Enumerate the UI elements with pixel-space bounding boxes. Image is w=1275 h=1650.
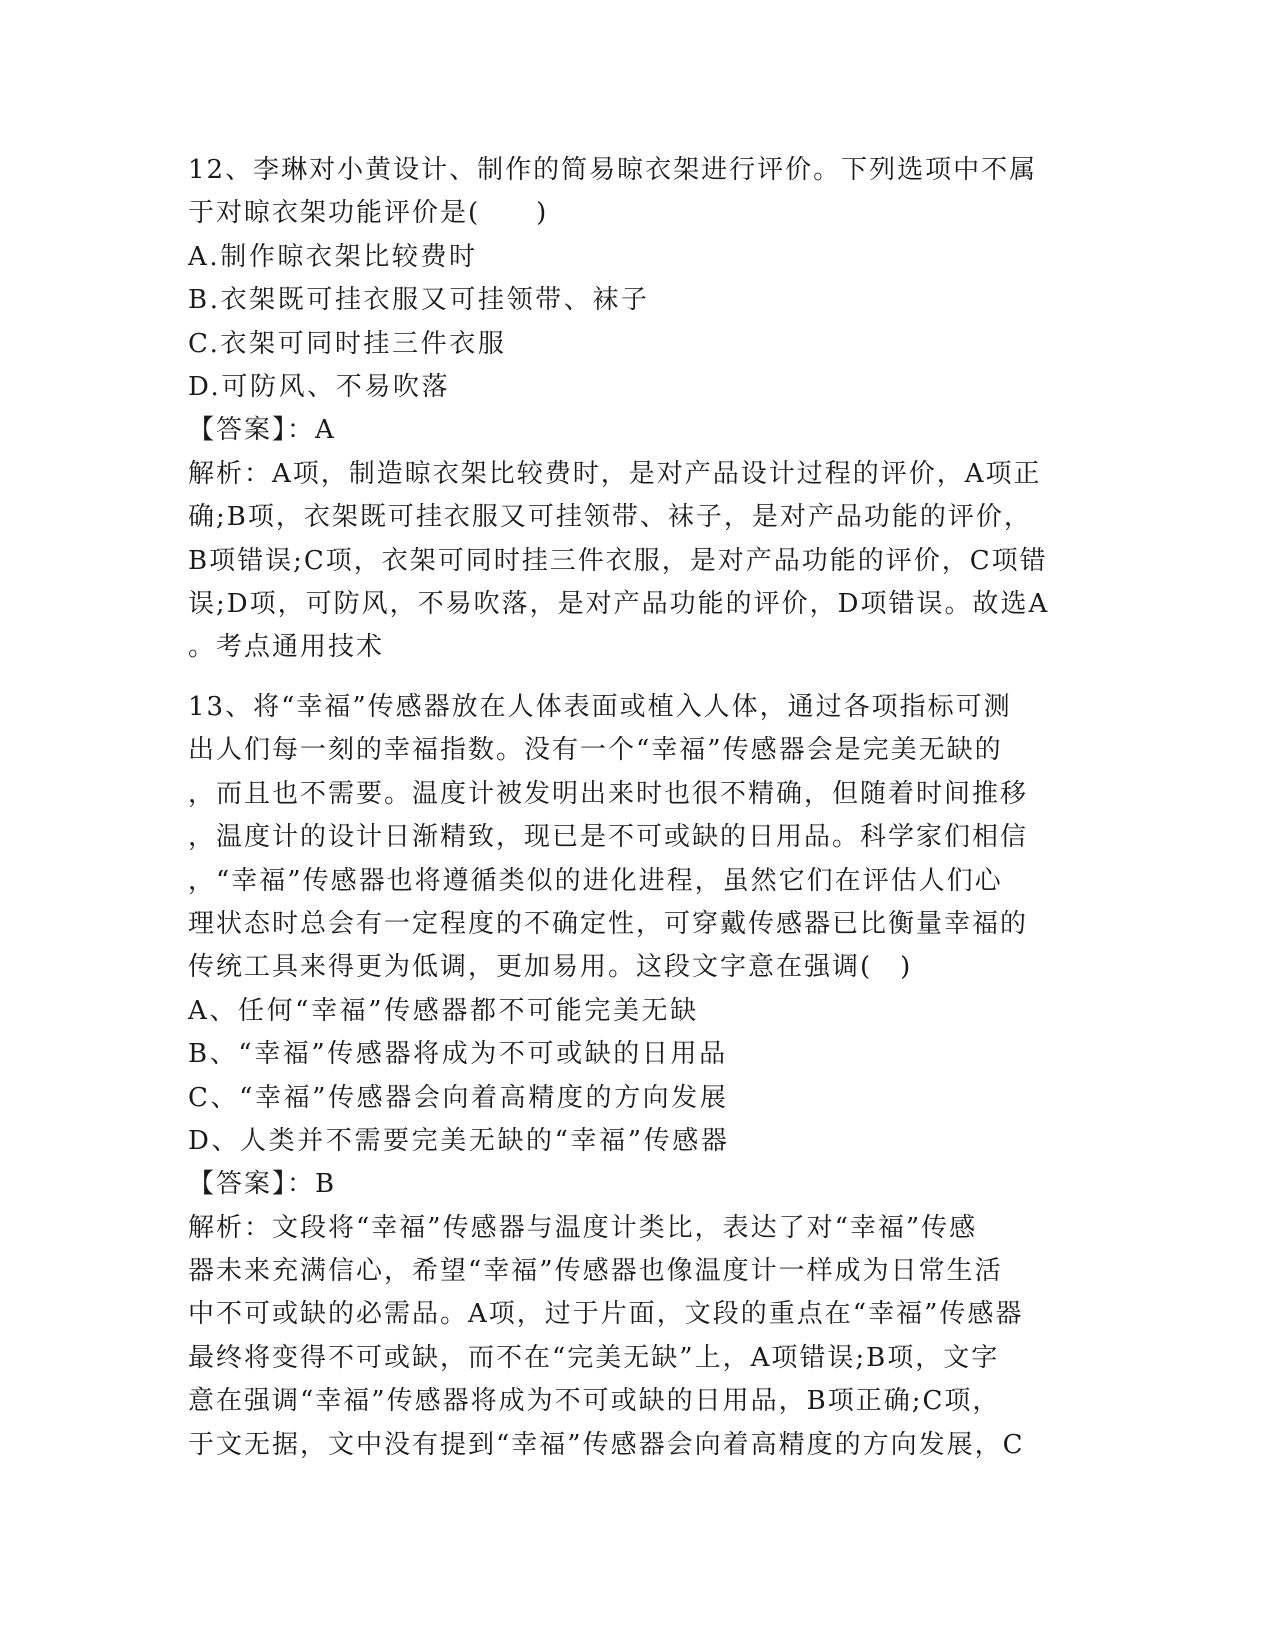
option-a: A、任何“幸福”传感器都不可能完美无缺 <box>188 995 699 1026</box>
option-d: D、人类并不需要完美无缺的“幸福”传感器 <box>188 1125 730 1156</box>
question-stem-line: ，温度计的设计日渐精致，现已是不可或缺的日用品。科学家们相信 <box>188 822 1029 853</box>
analysis-line: 确;B项，衣架既可挂衣服又可挂领带、袜子，是对产品功能的评价， <box>188 502 1032 533</box>
question-12 <box>188 149 1088 670</box>
option-c: C、“幸福”传感器会向着高精度的方向发展 <box>188 1082 729 1113</box>
option-a: A.制作晾衣架比较费时 <box>188 241 478 272</box>
analysis-line: 误;D项，可防风，不易吹落，是对产品功能的评价，D项错误。故选A <box>188 588 1050 619</box>
analysis-line: 。考点通用技术 <box>188 632 385 663</box>
question-stem-line: 传统工具来得更为低调，更加易用。这段文字意在强调( ) <box>188 952 913 983</box>
question-stem-line: 出人们每一刻的幸福指数。没有一个“幸福”传感器会是完美无缺的 <box>188 735 1003 766</box>
analysis-line: 解析：文段将“幸福”传感器与温度计类比，表达了对“幸福”传感 <box>188 1212 978 1243</box>
answer-line: 【答案】：B <box>188 1169 337 1200</box>
answer-line: 【答案】：A <box>188 415 336 446</box>
question-stem-line: ，“幸福”传感器也将遵循类似的进化进程，虽然它们在评估人们心 <box>188 865 1003 896</box>
analysis-line: 器未来充满信心，希望“幸福”传感器也像温度计一样成为日常生活 <box>188 1256 1003 1287</box>
option-b: B.衣架既可挂衣服又可挂领带、袜子 <box>188 285 650 316</box>
option-c: C.衣架可同时挂三件衣服 <box>188 328 507 359</box>
question-stem-line: 于对晾衣架功能评价是( ) <box>188 198 549 229</box>
analysis-line: 中不可或缺的必需品。A项，过于片面，文段的重点在“幸福”传感器 <box>188 1299 1024 1330</box>
analysis-line: 于文无据，文中没有提到“幸福”传感器会向着高精度的方向发展，C <box>188 1429 1025 1460</box>
question-stem-line: 13、将“幸福”传感器放在人体表面或植入人体，通过各项指标可测 <box>188 692 1012 722</box>
analysis-line: 意在强调“幸福”传感器将成为不可或缺的日用品，B项正确;C项， <box>188 1386 1001 1417</box>
question-stem-line: 理状态时总会有一定程度的不确定性，可穿戴传感器已比衡量幸福的 <box>188 908 1029 939</box>
question-stem-line: ，而且也不需要。温度计被发明出来时也很不精确，但随着时间推移 <box>188 778 1029 809</box>
option-d: D.可防风、不易吹落 <box>188 371 451 402</box>
option-b: B、“幸福”传感器将成为不可或缺的日用品 <box>188 1039 728 1070</box>
analysis-line: B项错误;C项，衣架可同时挂三件衣服，是对产品功能的评价，C项错 <box>188 545 1048 576</box>
question-13 <box>188 686 1088 1467</box>
analysis-line: 最终将变得不可或缺，而不在“完美无缺”上，A项错误;B项，文字 <box>188 1342 1000 1373</box>
question-stem-line: 12、李琳对小黄设计、制作的简易晾衣架进行评价。下列选项中不属 <box>188 155 1038 185</box>
analysis-line: 解析：A项，制造晾衣架比较费时，是对产品设计过程的评价，A项正 <box>188 458 1042 489</box>
